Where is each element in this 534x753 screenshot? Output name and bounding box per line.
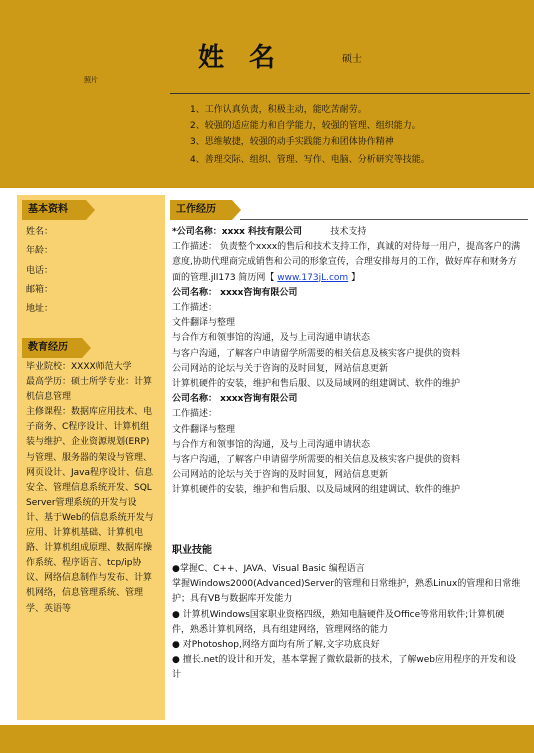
summary-item: 1、工作认真负责，积极主动，能吃苦耐劳。	[190, 105, 367, 115]
summary-list	[190, 104, 530, 170]
skill-item: ● 擅长.net的设计和开发，基本掌握了微软最新的技术，了解web应用程序的开发和设计	[172, 655, 516, 681]
company-2-name: 公司名称： xxxx咨询有限公司	[172, 287, 298, 298]
company-2-desc-label: 工作描述：	[172, 303, 218, 314]
company-3-name: 公司名称： xxxx咨询有限公司	[172, 394, 298, 405]
company-3-line: 公司网站的论坛与关于咨询的及时回复，网站信息更新	[172, 470, 389, 481]
skill-item: 掌握Windows2000(Advanced)Server的管理和日常维护，熟悉Linux的管理和日常维护；具有VB与数据库开发能力	[172, 579, 521, 605]
summary-item: 4、善理交际、组织、管理、写作、电脑、分析研究等技能。	[190, 155, 430, 165]
work-divider	[240, 219, 528, 220]
edu-school: 毕业院校：XXXX师范大学	[26, 362, 132, 372]
company-3-line: 与合作方和领事馆的沟通，及与上司沟通申请状态	[172, 439, 371, 450]
degree-label: 硕士	[342, 54, 362, 65]
skills-heading: 职业技能	[172, 545, 212, 556]
header-divider	[170, 93, 530, 94]
field-name: 姓名：	[26, 227, 54, 237]
company-2-line: 公司网站的论坛与关于咨询的及时回复，网站信息更新	[172, 363, 389, 374]
company-1-description: 工作描述： 负责整个xxxx的售后和技术支持工作，真诚的对待每一用户，提高客户的满意度,协助代理商完成销售和公司的形象宣传，合理安排每月的工作，做好库存和财务方面的管理.jll173 简历网【 www.173jL.com 】	[172, 242, 521, 283]
edu-degree-major: 最高学历：硕士所学专业：计算机信息管理	[26, 377, 153, 403]
skill-item: ● 对Photoshop,网络方面均有所了解,文字功底良好	[172, 640, 380, 651]
skill-item: ●掌握C、C++、JAVA、Visual Basic 编程语言	[172, 564, 365, 574]
summary-item: 3、思维敏捷，较强的动手实践能力和团体协作精神	[190, 137, 394, 147]
company-3-line: 文件翻译与整理	[172, 424, 236, 435]
candidate-name: 姓 名	[198, 43, 284, 73]
footer-band	[0, 725, 534, 753]
skill-item: ● 计算机Windows国家职业资格四级，熟知电脑硬件及Office等常用软件;计算机硬件，熟悉计算机网络，具有组建网络，管理网络的能力	[172, 609, 505, 635]
resume-site-link[interactable]: www.173jL.com	[277, 272, 349, 283]
education-details	[26, 360, 154, 617]
field-age: 年龄：	[26, 246, 54, 256]
edu-courses: 主修课程：数据库应用技术、电子商务、C程序设计、计算机组装与维护、企业资源规划(ERP)与管理、服务器的架设与管理、网页设计、Java程序设计、信息安全、管理信息系统开发、SQL Server管理系统的开发与设计、基于Web的信息系统开发与应用、计算机基础、计算机电路、计算机组成原理、数据库操作系统、程序语言、tcp/ip协议、网络信息制作与发布、计算机网络，信息管理系统、管理学、英语等	[26, 407, 154, 614]
section-tag-basic-info: 基本资料	[22, 200, 86, 220]
header-band	[0, 0, 534, 188]
skills-list	[172, 562, 522, 684]
company-3-desc-label: 工作描述：	[172, 409, 218, 420]
section-tag-education: 教育经历	[22, 338, 82, 358]
company-2-line: 与合作方和领事馆的沟通，及与上司沟通申请状态	[172, 333, 371, 344]
summary-item: 2、较强的适应能力和自学能力，较强的管理、组织能力。	[190, 121, 421, 131]
photo-placeholder-label: 照片	[84, 76, 98, 84]
company-2-line: 计算机硬件的安装，维护和售后服、以及局域网的组建调试、软件的维护	[172, 379, 461, 390]
company-1-name: *公司名称：xxxx 科技有限公司	[172, 227, 303, 237]
company-3-line: 计算机硬件的安装，维护和售后服、以及局域网的组建调试、软件的维护	[172, 485, 461, 496]
company-1-role: 技术支持	[330, 227, 367, 237]
field-address: 地址：	[26, 304, 54, 314]
company-3-line: 与客户沟通，了解客户申请留学所需要的相关信息及核实客户提供的资料	[172, 455, 461, 466]
work-experience	[172, 225, 522, 499]
company-1-header	[172, 225, 522, 240]
field-phone: 电话：	[26, 266, 54, 276]
company-2-line: 与客户沟通，了解客户申请留学所需要的相关信息及核实客户提供的资料	[172, 348, 461, 359]
section-tag-work: 工作经历	[170, 200, 232, 220]
field-email: 邮箱：	[26, 285, 54, 295]
company-2-line: 文件翻译与整理	[172, 318, 236, 329]
